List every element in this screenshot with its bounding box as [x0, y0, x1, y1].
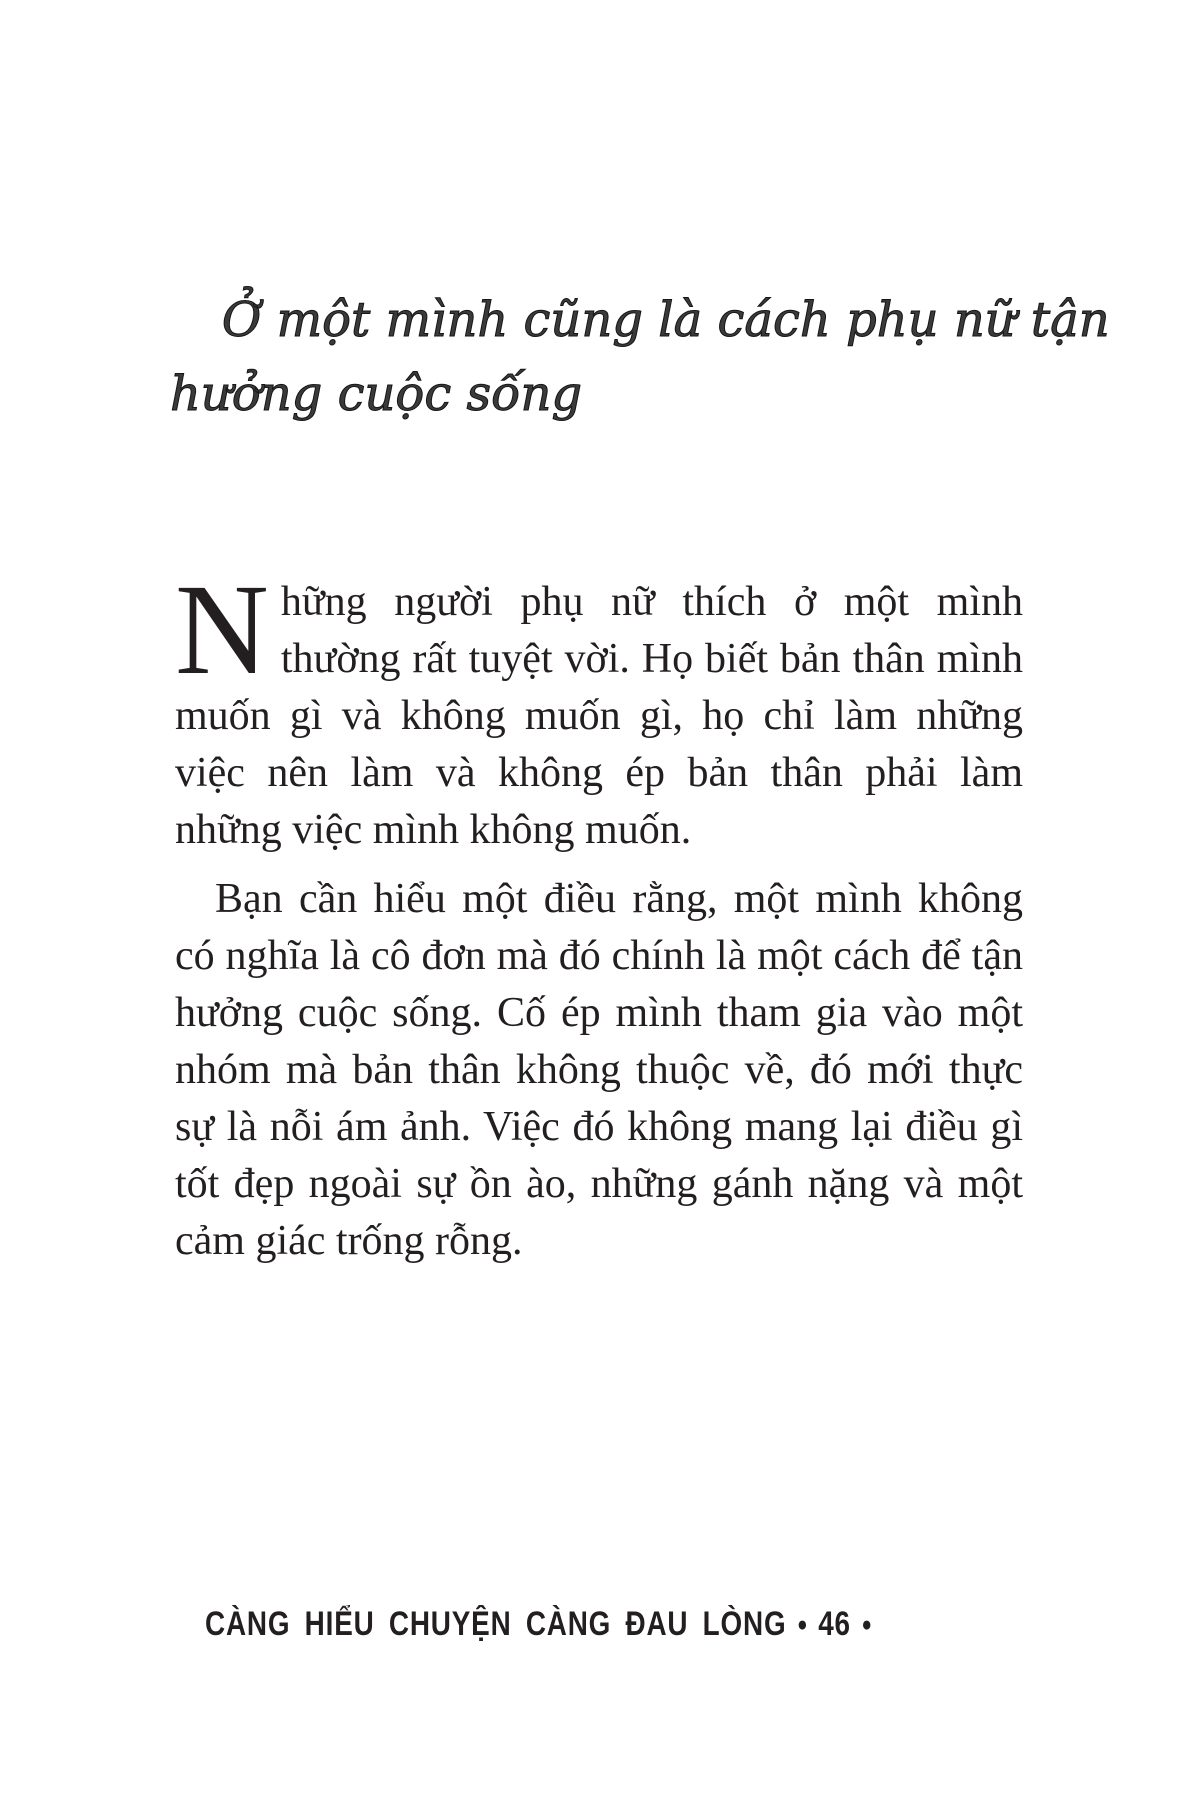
bullet-icon: ●: [797, 1613, 808, 1636]
page-footer: [205, 1605, 872, 1644]
chapter-title: [170, 283, 1110, 431]
chapter-title-line-2: hưởng cuộc sống: [170, 366, 583, 422]
page-number: 46: [818, 1605, 851, 1643]
chapter-title-line-1: Ở một mình cũng là cách phụ nữ tận: [222, 292, 1110, 348]
paragraph-2: Bạn cần hiểu một điều rằng, một mình không có nghĩa là cô đơn mà đó chính là một cách để tận hưởng cuộc sống. Cố ép mình tham gia vào một nhóm mà bản thân không thuộc về, đó mới thực sự là nỗi ám ảnh. Việc đó không mang lại điều gì tốt đẹp ngoài sự ồn ào, những gánh nặng và một cảm giác trống rỗng.: [175, 876, 1023, 1264]
running-book-title: CÀNG HIỂU CHUYỆN CÀNG ĐAU LÒNG: [205, 1605, 787, 1643]
bullet-icon: ●: [861, 1613, 872, 1636]
paragraph-1: Những người phụ nữ thích ở một mình thường rất tuyệt vời. Họ biết bản thân mình muốn gì và không muốn gì, họ chỉ làm những việc nên làm và không ép bản thân phải làm những việc mình không muốn.: [175, 558, 1023, 853]
body-text: [175, 558, 1023, 1270]
